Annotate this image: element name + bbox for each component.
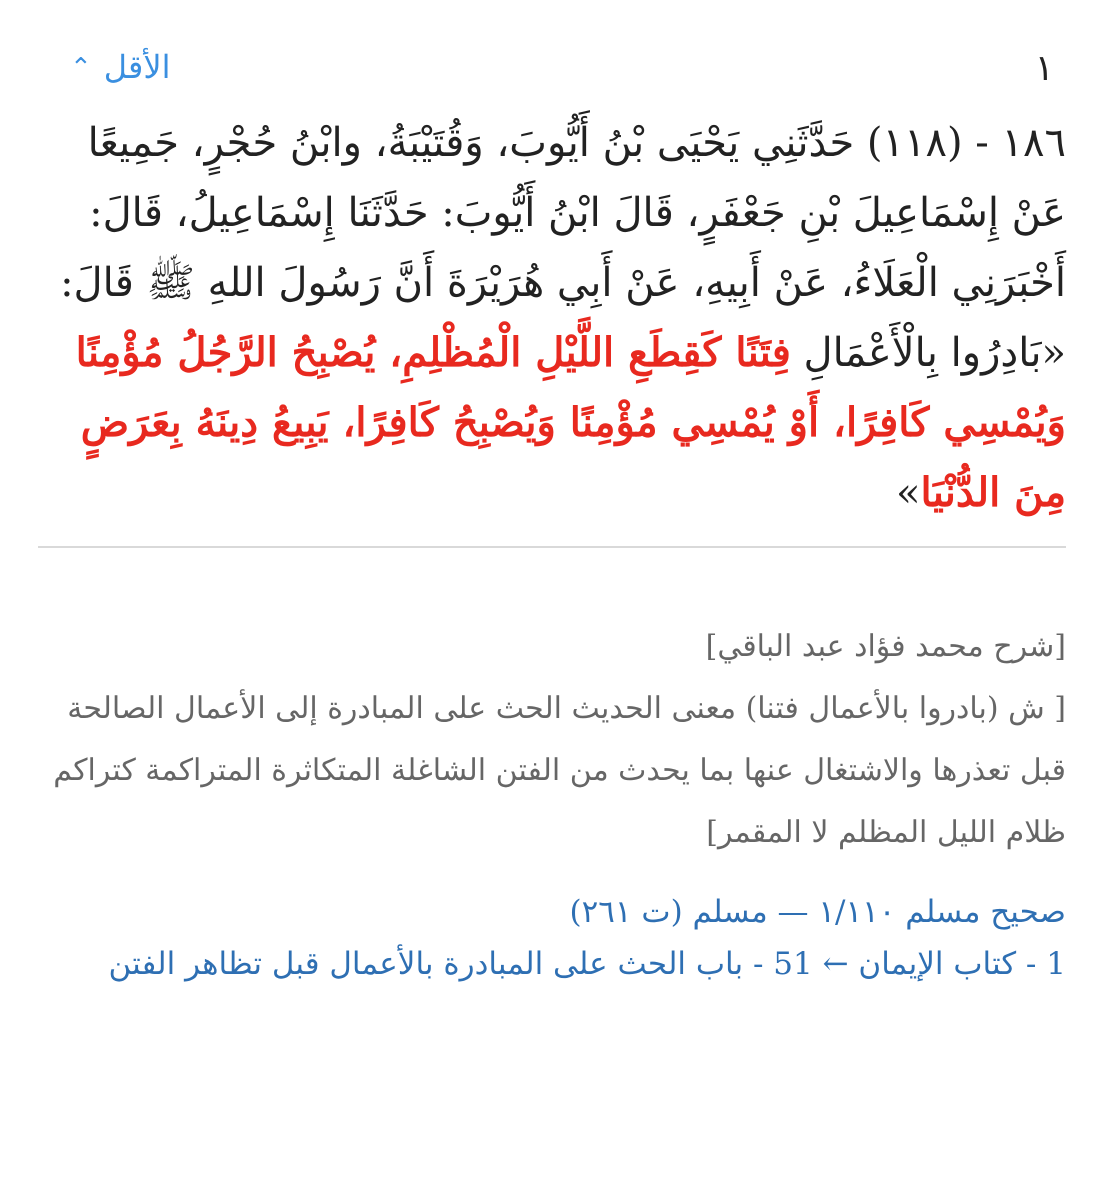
hadith-page [38, 40, 1066, 990]
chevron-up-icon: ⌃ [70, 53, 92, 83]
book-reference-link[interactable]: صحيح مسلم ١/١١٠ — مسلم (ت ٢٦١) [569, 894, 1066, 930]
commentary-body: [ ش (بادروا بالأعمال فتنا) معنى الحديث الحث على المبادرة إلى الأعمال الصالحة قبل تعذرها والاشتغال عنها بما يحدث من الفتن الشاغلة المتكاثرة المتراكمة كتراكم ظلام الليل المظلم لا المقمر] [53, 691, 1066, 850]
hadith-highlighted-matn: فِتَنًا كَقِطَعِ اللَّيْلِ الْمُظْلِمِ، يُصْبِحُ الرَّجُلُ مُؤْمِنًا وَيُمْسِي كَافِرًا، أَوْ يُمْسِي مُؤْمِنًا وَيُصْبِحُ كَافِرًا، يَبِيعُ دِينَهُ بِعَرَضٍ مِنَ الدُّنْيَا [75, 329, 1066, 516]
chapter-breadcrumb-link[interactable]: 1 - كتاب الإيمان ← 51 - باب الحث على المبادرة بالأعمال قبل تظاهر الفتن [108, 946, 1066, 982]
show-less-button[interactable] [70, 48, 170, 86]
hadith-header [38, 40, 1066, 110]
hadith-number: ١ [1034, 48, 1054, 89]
show-less-label: الأقل [103, 48, 171, 86]
source-reference [38, 886, 1066, 990]
hadith-chain: ١٨٦ - (١١٨) حَدَّثَنِي يَحْيَى بْنُ أَيُّوبَ، وَقُتَيْبَةُ، وابْنُ حُجْرٍ، جَمِيعًا عَنْ إِسْمَاعِيلَ بْنِ جَعْفَرٍ، قَالَ ابْنُ أَيُّوبَ: حَدَّثَنَا إِسْمَاعِيلُ، قَالَ: أَخْبَرَنِي الْعَلَاءُ، عَنْ أَبِيهِ، عَنْ أَبِي هُرَيْرَةَ أَنَّ رَسُولَ اللهِ ﷺ قَالَ: «بَادِرُوا بِالْأَعْمَالِ [60, 120, 1066, 376]
section-divider [38, 546, 1066, 548]
hadith-closing-quote: » [896, 470, 921, 516]
hadith-text [38, 108, 1066, 528]
commentary-heading: [شرح محمد فؤاد عبد الباقي] [705, 629, 1066, 664]
commentary-section [38, 616, 1066, 864]
